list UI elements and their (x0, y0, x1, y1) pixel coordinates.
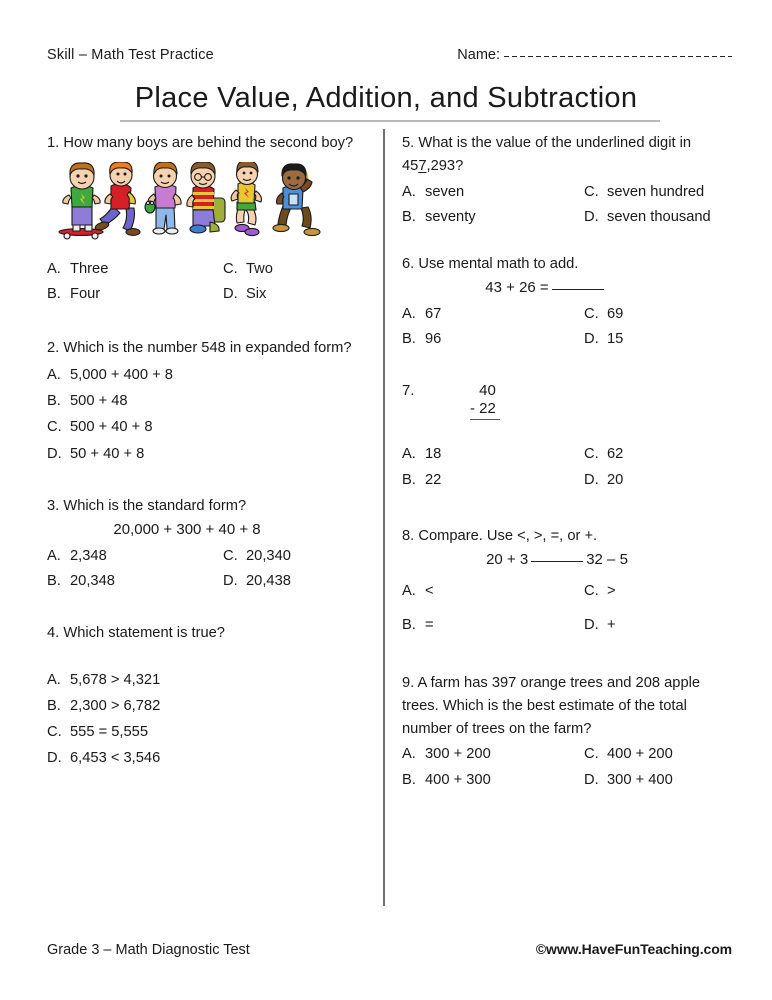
choice-row (402, 608, 732, 642)
boy-with-frog (145, 162, 181, 234)
choice-text: > (607, 582, 616, 599)
question-3-stem (47, 495, 369, 518)
question-3-text: Which is the standard form? (63, 497, 247, 514)
choice-letter: B. (402, 471, 416, 488)
choice-letter: A. (402, 582, 416, 599)
choice-c[interactable] (223, 544, 291, 569)
choice-text: < (425, 582, 434, 599)
running-boy-red-shirt (94, 162, 140, 235)
choice-letter: C. (47, 419, 62, 436)
question-6-stem (402, 253, 732, 276)
choice-row (402, 768, 732, 793)
answer-blank[interactable] (531, 561, 583, 562)
choice-b[interactable] (47, 282, 223, 307)
choice-letter: D. (223, 286, 238, 303)
page-title: Place Value, Addition, and Subtraction (134, 82, 638, 114)
question-9-stem (402, 672, 732, 740)
question-7-number: 7. (402, 382, 415, 400)
choice-d[interactable] (584, 205, 711, 230)
choice-letter: A. (47, 260, 61, 277)
question-6-text: Use mental math to add. (418, 256, 579, 273)
choice-a[interactable] (47, 544, 223, 569)
question-8-choices (402, 574, 732, 642)
minuend: 40 (479, 382, 496, 400)
choice-text: 20,340 (246, 547, 291, 564)
choice-text: Two (246, 260, 273, 277)
question-5 (402, 132, 732, 230)
choice-text: 96 (425, 331, 442, 348)
choice-d[interactable] (584, 768, 673, 793)
choice-letter: A. (402, 305, 416, 322)
question-5-stem (402, 132, 732, 178)
title-underline (120, 120, 660, 122)
choice-a[interactable] (402, 442, 584, 467)
choice-letter: A. (402, 446, 416, 463)
question-9 (402, 672, 732, 793)
choice-b[interactable] (47, 388, 128, 414)
choice-a[interactable] (402, 180, 584, 205)
question-4-stem (47, 622, 369, 645)
question-5-choices (402, 180, 732, 231)
choice-d[interactable] (223, 569, 291, 594)
choice-row (402, 574, 732, 608)
question-3-number: 3. (47, 497, 60, 514)
question-5-text-part1: What is the value of the underlined digit in 45 (402, 135, 692, 174)
choice-row (402, 468, 732, 493)
name-write-in-line[interactable] (504, 56, 732, 57)
choice-letter: C. (584, 582, 599, 599)
choice-b[interactable] (402, 468, 584, 493)
question-2-stem (47, 337, 369, 360)
choice-d[interactable] (584, 468, 623, 493)
choice-letter: D. (584, 771, 599, 788)
choice-a[interactable] (402, 302, 584, 327)
question-6-number: 6. (402, 256, 415, 273)
question-1-choices (47, 257, 369, 308)
choice-text: 69 (607, 305, 624, 322)
choice-row (47, 257, 369, 282)
choice-text: 500 + 40 + 8 (70, 419, 153, 436)
question-5-number: 5. (402, 135, 415, 151)
choice-row (402, 205, 732, 230)
question-7-vertical-problem (402, 382, 732, 420)
choice-row (47, 569, 369, 594)
question-3 (47, 495, 369, 594)
choice-letter: B. (402, 331, 416, 348)
choice-c[interactable] (47, 719, 148, 745)
choice-text: seventy (425, 208, 476, 225)
question-2-number: 2. (47, 340, 60, 357)
choice-a[interactable] (47, 667, 160, 693)
choice-text: 5,678 > 4,321 (70, 671, 161, 688)
question-8 (402, 525, 732, 642)
choice-row (47, 414, 369, 440)
choice-b[interactable] (47, 693, 160, 719)
choice-text: 18 (425, 446, 442, 463)
footer-copyright: ©www.HaveFunTeaching.com (535, 941, 732, 957)
choice-a[interactable] (402, 574, 584, 608)
choice-letter: B. (47, 572, 61, 589)
question-2-text: Which is the number 548 in expanded form? (63, 340, 352, 357)
choice-letter: B. (47, 286, 61, 303)
choice-letter: C. (47, 724, 62, 741)
choice-c[interactable] (47, 414, 153, 440)
boys-illustration (53, 162, 353, 240)
choice-b[interactable] (402, 608, 584, 642)
choice-c[interactable] (584, 442, 623, 467)
choice-d[interactable] (47, 745, 160, 771)
question-6 (402, 253, 732, 352)
choice-row (402, 180, 732, 205)
choice-letter: B. (47, 698, 61, 715)
choice-row (47, 667, 369, 693)
choice-c[interactable] (223, 257, 273, 282)
running-boy-yellow-tank (231, 162, 261, 236)
choice-text: 5,000 + 400 + 8 (70, 367, 173, 384)
choice-row (47, 388, 369, 414)
choice-row (47, 745, 369, 771)
choice-row (402, 742, 732, 767)
choice-letter: D. (47, 750, 62, 767)
choice-d[interactable] (223, 282, 266, 307)
choice-letter: B. (47, 393, 61, 410)
choice-letter: A. (402, 746, 416, 763)
name-field-block (457, 47, 732, 63)
choice-a[interactable] (47, 362, 173, 388)
choice-row (402, 327, 732, 352)
subtrahend: - 22 (470, 399, 500, 420)
choice-text: 20 (607, 471, 624, 488)
choice-letter: C. (584, 305, 599, 322)
question-9-number: 9. (402, 675, 415, 692)
choice-letter: A. (47, 671, 61, 688)
right-column (402, 132, 732, 799)
choice-row (402, 442, 732, 467)
choice-text: 67 (425, 305, 442, 322)
choice-letter: C. (584, 446, 599, 463)
question-8-number: 8. (402, 528, 415, 545)
question-7 (402, 382, 732, 493)
question-4-text: Which statement is true? (63, 625, 225, 642)
choice-text: Six (246, 286, 267, 303)
choice-text: 400 + 300 (425, 771, 491, 788)
choice-letter: B. (402, 208, 416, 225)
name-label: Name: (457, 47, 500, 63)
choice-b[interactable] (402, 768, 584, 793)
expression-prefix: 43 + 26 = (485, 278, 549, 296)
choice-letter: A. (47, 547, 61, 564)
choice-letter: D. (584, 471, 599, 488)
question-4 (47, 622, 369, 771)
question-8-expression (402, 548, 732, 572)
column-divider (383, 129, 385, 906)
choice-text: 50 + 40 + 8 (70, 445, 145, 462)
choice-c[interactable] (584, 742, 673, 767)
worksheet-footer (47, 941, 732, 958)
choice-letter: C. (584, 746, 599, 763)
skill-line: Skill – Math Test Practice (47, 47, 214, 63)
choice-c[interactable] (584, 302, 623, 327)
choice-row (47, 544, 369, 569)
choice-text: = (425, 616, 434, 633)
choice-text: seven hundred (607, 183, 705, 200)
expression-suffix: 32 – 5 (586, 550, 628, 568)
choice-c[interactable] (584, 180, 704, 205)
question-1-text: How many boys are behind the second boy? (63, 135, 354, 151)
answer-blank[interactable] (552, 289, 604, 290)
choice-letter: B. (402, 771, 416, 788)
choice-d[interactable] (584, 608, 616, 642)
worksheet-header (47, 47, 732, 63)
choice-text: 22 (425, 471, 442, 488)
choice-letter: D. (223, 572, 238, 589)
question-3-expression: 20,000 + 300 + 40 + 8 (113, 520, 261, 538)
question-3-choices (47, 544, 369, 595)
choice-text: 500 + 48 (70, 393, 128, 410)
question-6-expression (402, 276, 732, 300)
question-1 (47, 132, 369, 307)
expression-prefix: 20 + 3 (486, 550, 529, 568)
footer-left-text: Grade 3 – Math Diagnostic Test (47, 942, 250, 958)
choice-text: 20,348 (70, 572, 115, 589)
choice-d[interactable] (47, 441, 144, 467)
choice-letter: C. (223, 260, 238, 277)
choice-text: 20,438 (246, 572, 291, 589)
choice-row (47, 362, 369, 388)
choice-text: seven (425, 183, 465, 200)
choice-b[interactable] (402, 327, 584, 352)
choice-d[interactable] (584, 327, 623, 352)
choice-text: seven thousand (607, 208, 711, 225)
choice-text: 300 + 400 (607, 771, 673, 788)
choice-row (402, 302, 732, 327)
choice-a[interactable] (47, 257, 223, 282)
choice-text: 2,348 (70, 547, 107, 564)
choice-letter: C. (223, 547, 238, 564)
choice-letter: C. (584, 183, 599, 200)
choice-text: 300 + 200 (425, 746, 491, 763)
choice-c[interactable] (584, 574, 616, 608)
choice-text: 2,300 > 6,782 (70, 698, 161, 715)
vertical-operands (470, 382, 500, 420)
choice-text: 15 (607, 331, 624, 348)
choice-text: Four (70, 286, 101, 303)
choice-text: + (607, 616, 616, 633)
question-4-choices (47, 667, 369, 772)
underlined-digit: 7 (418, 157, 427, 174)
choice-letter: D. (584, 331, 599, 348)
left-column (47, 132, 369, 778)
question-8-stem (402, 525, 732, 548)
choice-text: 62 (607, 446, 624, 463)
choice-row (47, 719, 369, 745)
choice-letter: D. (47, 445, 62, 462)
question-8-text: Compare. Use <, >, =, or +. (418, 528, 598, 545)
question-4-number: 4. (47, 625, 60, 642)
choice-text: 555 = 5,555 (70, 724, 148, 741)
question-1-stem (47, 132, 369, 155)
choice-letter: A. (47, 367, 61, 384)
choice-letter: D. (584, 616, 599, 633)
choice-row (47, 282, 369, 307)
choice-text: 400 + 200 (607, 746, 673, 763)
question-6-choices (402, 302, 732, 353)
choice-row (47, 693, 369, 719)
boy-with-magnifying-glass (273, 164, 320, 236)
question-9-text: A farm has 397 orange trees and 208 apple trees. Which is the best estimate of the total number of trees on the farm? (402, 675, 701, 737)
question-1-number: 1. (47, 135, 60, 151)
choice-b[interactable] (402, 205, 584, 230)
choice-letter: A. (402, 183, 416, 200)
choice-letter: B. (402, 616, 416, 633)
question-5-text-part2: ,293? (426, 157, 464, 174)
choice-a[interactable] (402, 742, 584, 767)
question-2 (47, 337, 369, 466)
choice-text: Three (70, 260, 109, 277)
choice-b[interactable] (47, 569, 223, 594)
choice-row (47, 441, 369, 467)
boy-with-backpack (187, 162, 225, 233)
question-9-choices (402, 742, 732, 793)
question-2-choices (47, 362, 369, 467)
choice-text: 6,453 < 3,546 (70, 750, 161, 767)
choice-letter: D. (584, 208, 599, 225)
question-7-choices (402, 442, 732, 493)
